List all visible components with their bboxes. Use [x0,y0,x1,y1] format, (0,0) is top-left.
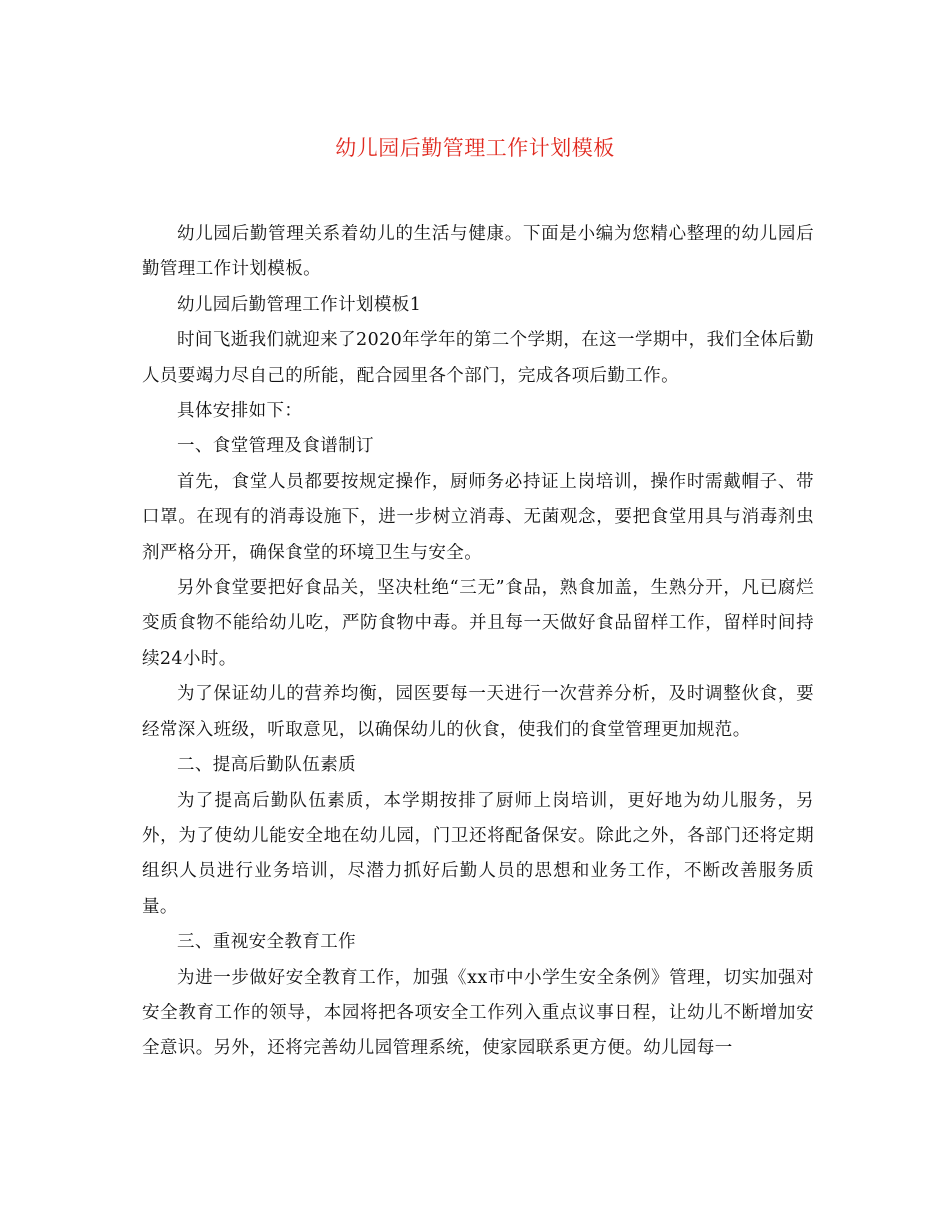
paragraph-safety-education: 为进一步做好安全教育工作，加强《xx市中小学生安全条例》管理，切实加强对安全教育工作的领导，本园将把各项安全工作列入重点议事日程，让幼儿不断增加安全意识。另外，还将完善幼儿园管理系统，使家园联系更方便。幼儿园每一 [142,967,814,1059]
paragraph-template-heading: 幼儿园后勤管理工作计划模板1 [177,294,422,315]
section-heading-staff-quality: 二、提高后勤队伍素质 [177,755,356,776]
document-title: 幼儿园后勤管理工作计划模板 [335,136,615,160]
section-heading-canteen: 一、食堂管理及食谱制订 [177,436,374,457]
section-heading-safety: 三、重视安全教育工作 [177,932,356,953]
paragraph-staff-training: 为了提高后勤队伍素质，本学期按排了厨师上岗培训，更好地为幼儿服务，另外，为了使幼儿能安全地在幼儿园，门卫还将配备保安。除此之外，各部门还将定期组织人员进行业务培训，尽潜力抓好后勤人员的思想和业务工作，不断改善服务质量。 [142,790,814,917]
paragraph-intro: 幼儿园后勤管理关系着幼儿的生活与健康。下面是小编为您精心整理的幼儿园后勤管理工作计划模板。 [142,224,814,280]
paragraph-canteen-staff: 首先，食堂人员都要按规定操作，厨师务必持证上岗培训，操作时需戴帽子、带口罩。在现有的消毒设施下，进一步树立消毒、无菌观念，要把食堂用具与消毒剂虫剂严格分开，确保食堂的环境卫生与安全。 [142,471,814,563]
document-body [142,217,814,1067]
paragraph-arrangement: 具体安排如下： [177,401,303,422]
paragraph-nutrition: 为了保证幼儿的营养均衡，园医要每一天进行一次营养分析，及时调整伙食，要经常深入班级，听取意见，以确保幼儿的伙食，使我们的食堂管理更加规范。 [142,684,814,740]
paragraph-food-safety: 另外食堂要把好食品关，坚决杜绝“三无”食品，熟食加盖，生熟分开，凡已腐烂变质食物不能给幼儿吃，严防食物中毒。并且每一天做好食品留样工作，留样时间持续24小时。 [142,578,814,669]
paragraph-semester: 时间飞逝我们就迎来了2020年学年的第二个学期，在这一学期中，我们全体后勤人员要竭力尽自己的所能，配合园里各个部门，完成各项后勤工作。 [142,330,814,386]
